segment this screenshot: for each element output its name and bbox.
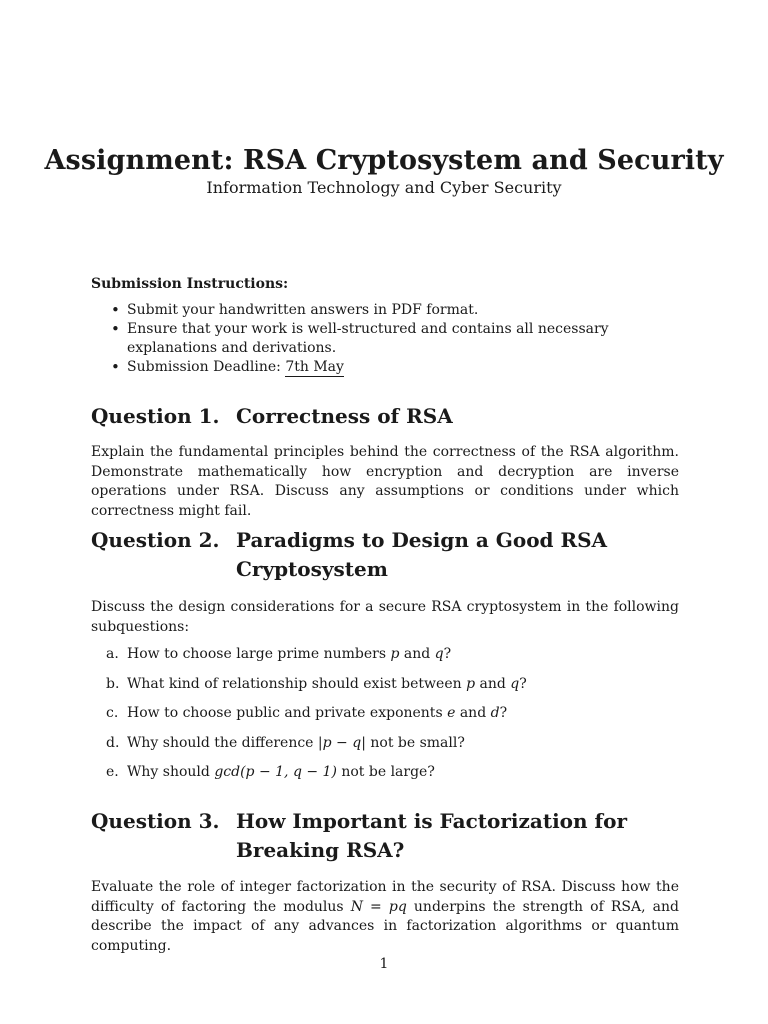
instruction-item: • Submit your handwritten answers in PDF format. [91,301,679,320]
question-number: Question 2. [91,528,220,552]
math-expression: N = pq [350,898,407,915]
question-number: Question 1. [91,404,220,428]
subquestion-item: e. Why should gcd(p − 1, q − 1) not be large? [106,764,435,780]
math-expression: gcd(p − 1, q − 1) [214,764,337,780]
question-number: Question 3. [91,809,220,833]
instructions-list [91,301,679,377]
instruction-item: • Ensure that your work is well-structured and contains all necessary explanations and derivations. [91,320,679,358]
question-title: Correctness of RSA [236,404,453,428]
question-title: How Important is Factorization for Breaking RSA? [236,809,627,862]
question-3-body: Evaluate the role of integer factorization in the security of RSA. Discuss how the difficulty of factoring the modulus N = pq underpins the strength of RSA, and describe the impact of any advances in factorization algorithms or quantum computing. [91,879,679,954]
question-1-body: Explain the fundamental principles behind the correctness of the RSA algorithm. Demonstrate mathematically how encryption and decryption are inverse operations under RSA. Discuss any assumptions or conditions under which correctness might fail. [91,444,679,519]
deadline-value: 7th May [285,359,344,375]
subquestion-letter: b. [106,675,120,692]
subquestion-item: a. How to choose large prime numbers p and q? [106,646,452,662]
question-1-heading [91,402,681,431]
deadline-label: Submission Deadline: [127,359,286,375]
subquestion-letter: c. [106,705,119,721]
subquestion-item: d. Why should the difference |p − q| not be small? [106,734,465,751]
question-2-body: Discuss the design considerations for a secure RSA cryptosystem in the following subquestions: [91,599,679,635]
question-3-heading [91,807,681,865]
question-2-subquestions [91,645,679,793]
instructions-heading: Submission Instructions: [91,276,289,292]
question-title: Paradigms to Design a Good RSA Cryptosystem [236,528,608,581]
page-number: 1 [379,956,389,972]
instruction-item-deadline [91,358,679,377]
subquestion-letter: e. [106,764,119,780]
subquestion-letter: a. [106,646,119,662]
subquestion-item: b. What kind of relationship should exist between p and q? [106,675,527,692]
subquestion-letter: d. [106,734,120,751]
question-2-heading [91,526,681,584]
page-subtitle: Information Technology and Cyber Security [206,178,562,197]
subquestion-item: c. How to choose public and private exponents e and d? [106,705,508,721]
page-title: Assignment: RSA Cryptosystem and Security [44,145,724,176]
math-expression: |p − q| [317,734,366,751]
